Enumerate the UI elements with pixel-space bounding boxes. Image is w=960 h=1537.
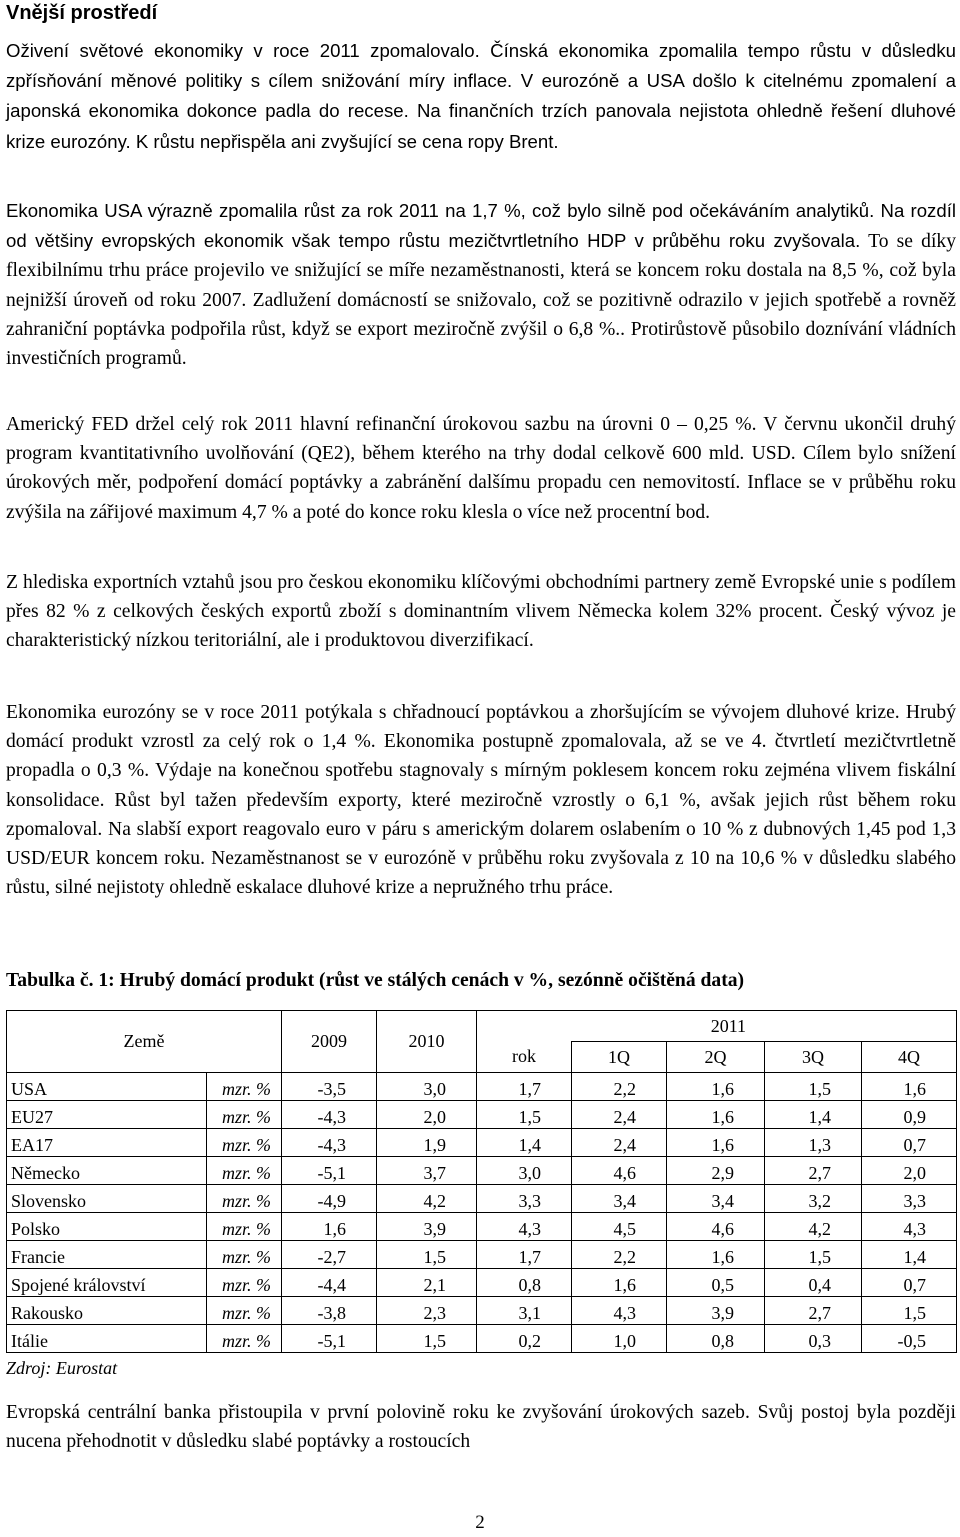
cell-q2: 1,6 — [667, 1241, 765, 1269]
cell-v2009: -3,8 — [282, 1297, 377, 1325]
cell-v2009: -5,1 — [282, 1325, 377, 1353]
cell-q1: 4,6 — [572, 1157, 667, 1185]
page-number: 2 — [475, 1512, 485, 1533]
paragraph-text: Ekonomika eurozóny se v roce 2011 potýkala s chřadnoucí poptávkou a zhoršujícím se vývojem dluhové krize. Hrubý domácí produkt vzrostl za celý rok o 1,4 %. Ekonomika postupně zpomalovala, až se ve 4. čtvrtletí mezičtvrtletně propadla o 0,3 %. Výdaje na konečnou spotřebu stagnovaly s mírným poklesem koncem roku zejména vlivem fiskální konsolidace. Růst byl tažen především exporty, které meziročně vzrostly o 6,1 %, avšak jejich růst během roku zpomaloval. Na slabší export reagovalo euro v páru s americkým dolarem oslabením o 10 % z dubnových 1,45 pod 1,3 USD/EUR koncem roku. Nezaměstnanost se v eurozóně v průběhu roku zvyšovala z 10 na 10,6 % v důsledku slabého růstu, silné nejistoty ohledně eskalace dluhové krize a nepružného trhu práce. — [6, 702, 956, 899]
paragraph-export-relations — [6, 568, 956, 656]
cell-v2010: 3,7 — [377, 1157, 477, 1185]
header-q3: 3Q — [765, 1042, 862, 1073]
paragraph-eurozone-economy — [6, 698, 956, 902]
cell-q3: 1,4 — [765, 1101, 862, 1129]
cell-q4: 0,7 — [862, 1129, 957, 1157]
cell-unit: mzr. % — [207, 1269, 282, 1297]
cell-q4: 0,7 — [862, 1269, 957, 1297]
gdp-table — [6, 1010, 957, 1353]
cell-q3: 3,2 — [765, 1185, 862, 1213]
cell-country: EU27 — [7, 1101, 207, 1129]
table-body — [7, 1073, 957, 1353]
header-2009: 2009 — [282, 1011, 377, 1073]
table-row — [7, 1073, 957, 1101]
cell-rok: 4,3 — [477, 1213, 572, 1241]
table-row — [7, 1241, 957, 1269]
cell-rok: 3,1 — [477, 1297, 572, 1325]
cell-q1: 4,5 — [572, 1213, 667, 1241]
cell-q1: 2,4 — [572, 1101, 667, 1129]
header-q4: 4Q — [862, 1042, 957, 1073]
cell-rok: 3,0 — [477, 1157, 572, 1185]
paragraph-ecb — [6, 1398, 956, 1456]
cell-q1: 4,3 — [572, 1297, 667, 1325]
cell-rok: 1,5 — [477, 1101, 572, 1129]
section-heading: Vnější prostředí — [6, 2, 158, 24]
cell-v2010: 1,5 — [377, 1241, 477, 1269]
cell-unit: mzr. % — [207, 1101, 282, 1129]
cell-v2009: -4,4 — [282, 1269, 377, 1297]
cell-q2: 2,9 — [667, 1157, 765, 1185]
cell-q2: 1,6 — [667, 1073, 765, 1101]
cell-unit: mzr. % — [207, 1241, 282, 1269]
cell-q2: 3,4 — [667, 1185, 765, 1213]
cell-q1: 1,0 — [572, 1325, 667, 1353]
cell-v2010: 1,5 — [377, 1325, 477, 1353]
paragraph-usa-economy — [6, 196, 956, 373]
cell-unit: mzr. % — [207, 1185, 282, 1213]
cell-q4: 1,5 — [862, 1297, 957, 1325]
cell-v2010: 3,9 — [377, 1213, 477, 1241]
header-rok: rok — [477, 1042, 572, 1073]
header-2011: 2011 — [477, 1011, 957, 1042]
cell-q2: 3,9 — [667, 1297, 765, 1325]
paragraph-text: Oživení světové ekonomiky v roce 2011 zpomalovalo. Čínská ekonomika zpomalila tempo růstu v důsledku zpřísňování měnové politiky s cílem snižování míry inflace. V eurozóně a USA došlo k citelnému zpomalení a japonská ekonomika dokonce padla do recese. Na finančních trzích panovala nejistota ohledně řešení dluhové krize eurozóny. K růstu nepřispěla ani zvyšující se cena ropy Brent. — [6, 40, 956, 152]
cell-q3: 1,5 — [765, 1073, 862, 1101]
paragraph-text: Americký FED držel celý rok 2011 hlavní refinanční úrokovou sazbu na úrovni 0 – 0,25 %. V červnu ukončil druhý program kvantitativního uvolňování (QE2), během kterého na trhy dodal celkově 600 mld. USD. Cílem bylo snížení úrokových měr, podpoření domácí poptávky a zabránění dalšímu propadu cen nemovitostí. Inflace se v průběhu roku zvýšila na zářijové maximum 4,7 % a poté do konce roku klesla o více než procentní bod. — [6, 414, 956, 523]
table-caption: Tabulka č. 1: Hrubý domácí produkt (růst ve stálých cenách v %, sezónně očištěná data) — [6, 970, 745, 991]
cell-country: EA17 — [7, 1129, 207, 1157]
cell-q2: 1,6 — [667, 1129, 765, 1157]
cell-v2009: -4,3 — [282, 1101, 377, 1129]
cell-q3: 1,5 — [765, 1241, 862, 1269]
cell-v2010: 2,3 — [377, 1297, 477, 1325]
cell-unit: mzr. % — [207, 1297, 282, 1325]
paragraph-text-a: Ekonomika USA výrazně zpomalila růst za rok 2011 na 1,7 %, což bylo silně pod očekáváním analytiků. Na rozdíl od většiny evropských ekonomik však tempo růstu mezičtvrtletního HDP v průběhu roku zvyšovala. — [6, 200, 956, 252]
cell-q4: 1,6 — [862, 1073, 957, 1101]
table-row — [7, 1269, 957, 1297]
cell-rok: 1,4 — [477, 1129, 572, 1157]
cell-q3: 0,3 — [765, 1325, 862, 1353]
cell-unit: mzr. % — [207, 1129, 282, 1157]
cell-country: Rakousko — [7, 1297, 207, 1325]
cell-rok: 3,3 — [477, 1185, 572, 1213]
header-q1: 1Q — [572, 1042, 667, 1073]
cell-q4: 1,4 — [862, 1241, 957, 1269]
cell-q3: 2,7 — [765, 1297, 862, 1325]
paragraph-text: Evropská centrální banka přistoupila v první polovině roku ke zvyšování úrokových sazeb. Svůj postoj byla později nucena přehodnotit v důsledku slabé poptávky a rostoucích — [6, 1402, 956, 1453]
cell-q4: 0,9 — [862, 1101, 957, 1129]
cell-q2: 0,8 — [667, 1325, 765, 1353]
cell-v2009: -2,7 — [282, 1241, 377, 1269]
table-row — [7, 1325, 957, 1353]
cell-unit: mzr. % — [207, 1213, 282, 1241]
cell-unit: mzr. % — [207, 1157, 282, 1185]
header-2010: 2010 — [377, 1011, 477, 1073]
paragraph-world-economy — [6, 36, 956, 157]
table-row — [7, 1157, 957, 1185]
cell-rok: 0,8 — [477, 1269, 572, 1297]
table-row — [7, 1185, 957, 1213]
cell-q2: 1,6 — [667, 1101, 765, 1129]
table-row — [7, 1213, 957, 1241]
cell-v2009: -3,5 — [282, 1073, 377, 1101]
cell-q1: 2,2 — [572, 1073, 667, 1101]
cell-country: Německo — [7, 1157, 207, 1185]
cell-rok: 0,2 — [477, 1325, 572, 1353]
paragraph-fed-policy — [6, 410, 956, 527]
cell-rok: 1,7 — [477, 1241, 572, 1269]
cell-q1: 3,4 — [572, 1185, 667, 1213]
table-row — [7, 1297, 957, 1325]
header-country: Země — [7, 1011, 282, 1073]
cell-q3: 0,4 — [765, 1269, 862, 1297]
cell-unit: mzr. % — [207, 1073, 282, 1101]
paragraph-text-b: To se díky flexibilnímu trhu práce projevilo ve snižující se míře nezaměstnanosti, která se koncem roku dostala na 8,5 %, což byla nejnižší úroveň od roku 2007. Zadlužení domácností se snižovalo, což se pozitivně odrazilo v jejich spotřebě a rovněž zahraniční poptávka podpořila růst, když se export meziročně zvýšil o 6,8 %.. Protirůstově působilo doznívání vládních investičních programů. — [6, 231, 956, 370]
cell-q4: 2,0 — [862, 1157, 957, 1185]
cell-country: Francie — [7, 1241, 207, 1269]
cell-country: Slovensko — [7, 1185, 207, 1213]
header-q2: 2Q — [667, 1042, 765, 1073]
cell-v2009: -5,1 — [282, 1157, 377, 1185]
paragraph-text: Z hlediska exportních vztahů jsou pro českou ekonomiku klíčovými obchodními partnery země Evropské unie s podílem přes 82 % z celkových českých exportů zboží s dominantním vlivem Německa kolem 32% procent. Český vývoz je charakteristický nízkou teritoriální, ale i produktovou diverzifikací. — [6, 572, 956, 652]
table-header-row — [7, 1011, 957, 1042]
cell-v2010: 1,9 — [377, 1129, 477, 1157]
cell-q1: 1,6 — [572, 1269, 667, 1297]
cell-q2: 4,6 — [667, 1213, 765, 1241]
cell-q3: 4,2 — [765, 1213, 862, 1241]
cell-rok: 1,7 — [477, 1073, 572, 1101]
cell-q1: 2,4 — [572, 1129, 667, 1157]
table-source: Zdroj: Eurostat — [6, 1358, 118, 1378]
cell-q2: 0,5 — [667, 1269, 765, 1297]
cell-v2009: -4,9 — [282, 1185, 377, 1213]
cell-q1: 2,2 — [572, 1241, 667, 1269]
cell-country: Spojené království — [7, 1269, 207, 1297]
table-row — [7, 1129, 957, 1157]
cell-unit: mzr. % — [207, 1325, 282, 1353]
cell-country: USA — [7, 1073, 207, 1101]
cell-v2010: 4,2 — [377, 1185, 477, 1213]
cell-v2009: 1,6 — [282, 1213, 377, 1241]
cell-v2010: 3,0 — [377, 1073, 477, 1101]
cell-q4: -0,5 — [862, 1325, 957, 1353]
cell-q4: 4,3 — [862, 1213, 957, 1241]
table-row — [7, 1101, 957, 1129]
cell-q3: 1,3 — [765, 1129, 862, 1157]
cell-country: Polsko — [7, 1213, 207, 1241]
cell-q3: 2,7 — [765, 1157, 862, 1185]
cell-v2010: 2,1 — [377, 1269, 477, 1297]
cell-country: Itálie — [7, 1325, 207, 1353]
cell-v2009: -4,3 — [282, 1129, 377, 1157]
cell-q4: 3,3 — [862, 1185, 957, 1213]
cell-v2010: 2,0 — [377, 1101, 477, 1129]
